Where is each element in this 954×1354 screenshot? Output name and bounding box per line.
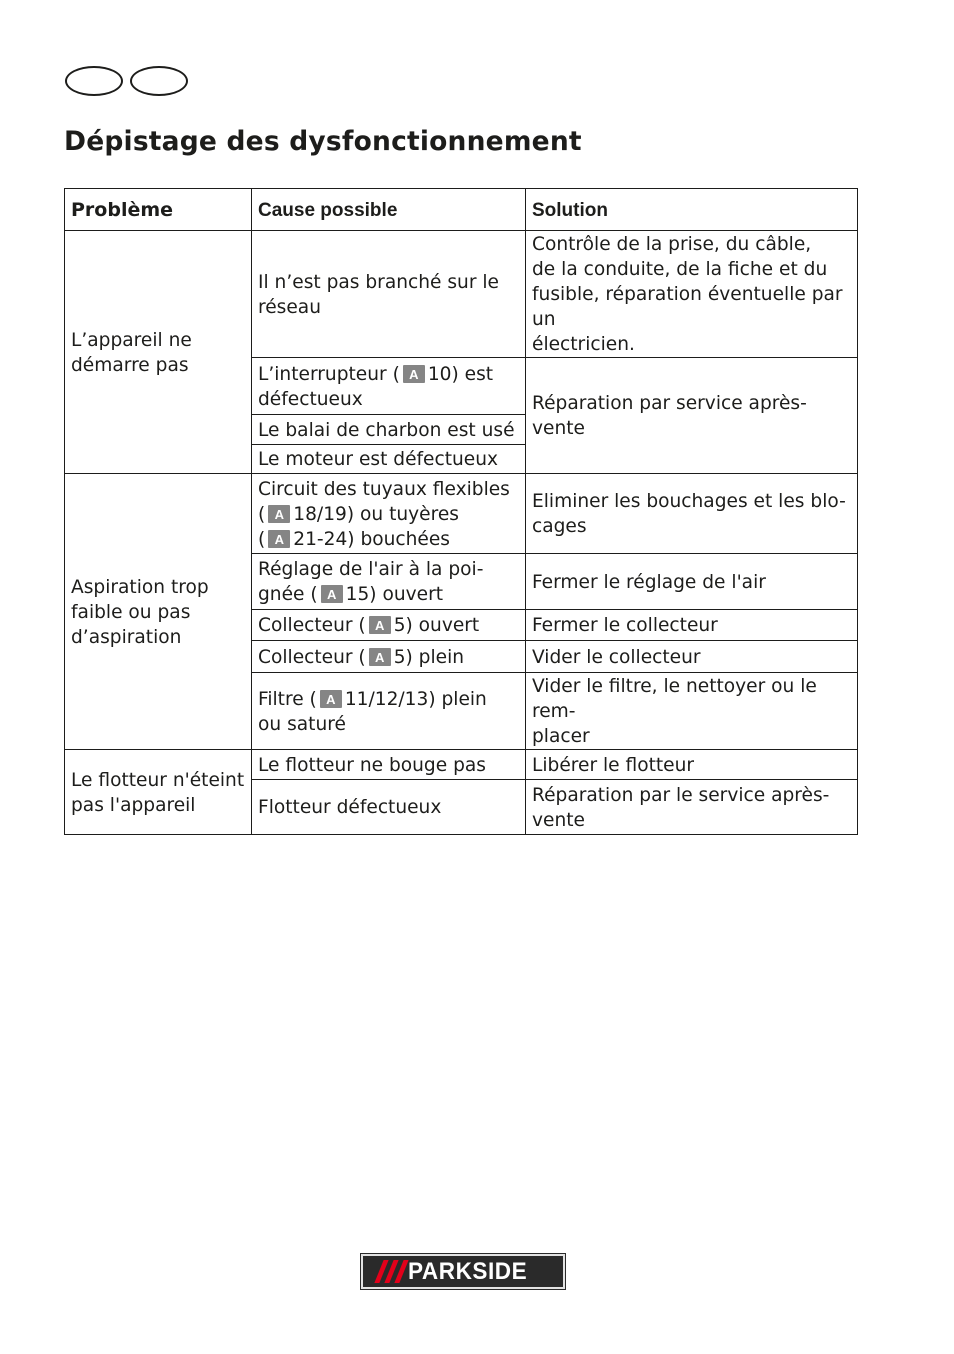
problem-cell: Aspiration trop faible ou pas d’aspiration [65,474,252,750]
cause-cell: Filtre ( A 11/12/13) plein ou saturé [252,673,526,750]
figure-a-badge: A [403,365,425,383]
cause-cell: Il n’est pas branché sur le réseau [252,231,526,358]
problem-cell: Le flotteur n'éteint pas l'appareil [65,750,252,835]
cause-cell: Collecteur ( A 5) ouvert [252,610,526,641]
solution-cell: Vider le collecteur [526,641,858,673]
figure-a-badge: A [369,616,391,634]
figure-a-badge: A [369,648,391,666]
language-oval-right [130,66,188,96]
solution-cell: Libérer le flotteur [526,750,858,780]
cause-cell: Le flotteur ne bouge pas [252,750,526,780]
header-problem: Problème [65,189,252,231]
figure-a-badge: A [321,585,343,603]
table-row [65,750,858,780]
solution-cell: Vider le filtre, le nettoyer ou le rem- placer [526,673,858,750]
solution-cell: Eliminer les bouchages et les blo- cages [526,474,858,554]
troubleshooting-table [64,188,858,835]
figure-a-badge: A [268,530,290,548]
header-solution: Solution [526,189,858,231]
solution-cell: Réparation par le service après- vente [526,780,858,835]
logo-wordmark: PARKSIDE [408,1258,528,1285]
solution-cell: Fermer le réglage de l'air [526,554,858,610]
cause-cell: Collecteur ( A 5) plein [252,641,526,673]
table-row [65,474,858,554]
problem-cell: L’appareil ne démarre pas [65,231,252,474]
solution-cell: Réparation par service après-vente [526,358,858,474]
cause-cell: Circuit des tuyaux flexibles ( A 18/19) ou tuyères ( A 21-24) bouchées [252,474,526,554]
parkside-logo [361,1254,565,1289]
table-header-row [65,189,858,231]
cause-cell: L’interrupteur ( A 10) est défectueux [252,358,526,415]
solution-cell: Contrôle de la prise, du câble, de la conduite, de la fiche et du fusible, réparation éventuelle par un électricien. [526,231,858,358]
table-row [65,231,858,358]
figure-a-badge: A [268,505,290,523]
figure-a-badge: A [320,690,342,708]
language-oval-left [65,66,123,96]
cause-cell: Le moteur est défectueux [252,445,526,474]
cause-cell: Le balai de charbon est usé [252,415,526,445]
cause-cell: Réglage de l'air à la poi- gnée ( A 15) ouvert [252,554,526,610]
solution-cell: Fermer le collecteur [526,610,858,641]
cause-cell: Flotteur défectueux [252,780,526,835]
page-title: Dépistage des dysfonctionnement [64,126,582,157]
logo-stripes [367,1260,407,1283]
header-cause: Cause possible [252,189,526,231]
